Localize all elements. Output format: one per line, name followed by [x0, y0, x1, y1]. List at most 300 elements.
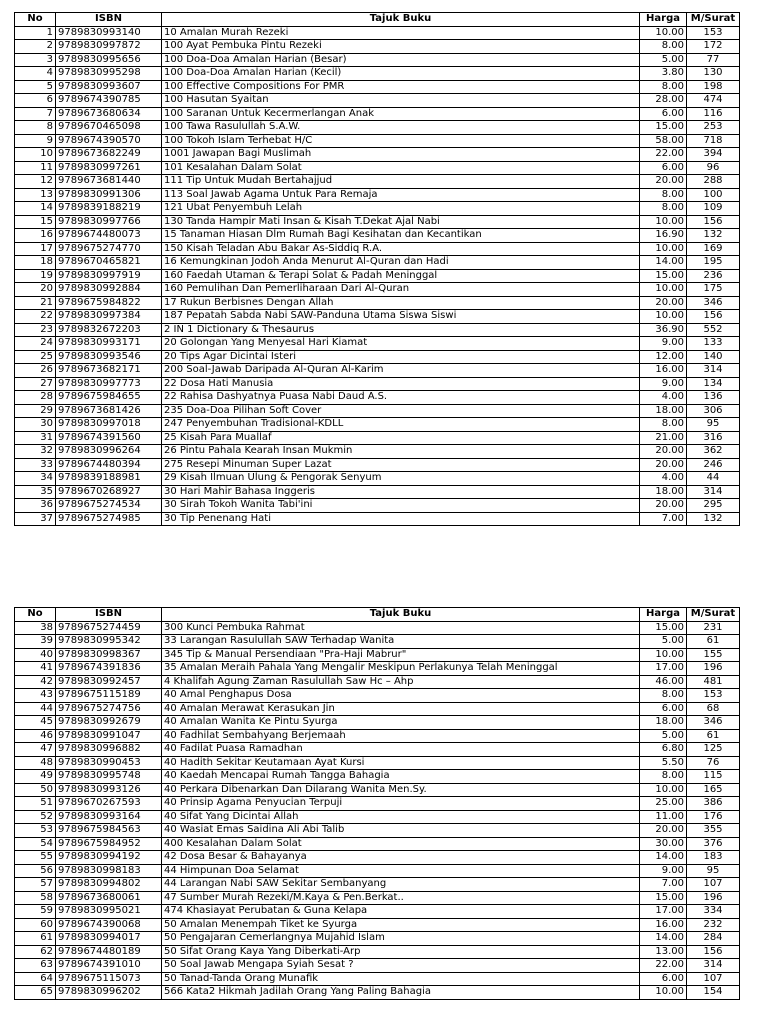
table-row [15, 905, 740, 919]
row-price: 10.00 [640, 310, 687, 324]
table-row [15, 472, 740, 486]
row-price: 12.00 [640, 350, 687, 364]
row-title: 50 Pengajaran Cemerlangnya Mujahid Islam [162, 932, 640, 946]
row-number: 12 [15, 175, 56, 189]
table-row [15, 418, 740, 432]
row-number: 18 [15, 256, 56, 270]
row-number: 64 [15, 972, 56, 986]
row-number: 44 [15, 702, 56, 716]
row-isbn: 9789830992884 [56, 283, 162, 297]
row-price: 17.00 [640, 905, 687, 919]
row-title: 35 Amalan Meraih Pahala Yang Mengalir Meskipun Perlakunya Telah Meninggal [162, 662, 640, 676]
table-row [15, 94, 740, 108]
row-price: 3.80 [640, 67, 687, 81]
row-title: 100 Hasutan Syaitan [162, 94, 640, 108]
row-isbn: 9789830997261 [56, 161, 162, 175]
row-isbn: 9789673682249 [56, 148, 162, 162]
row-isbn: 9789830995021 [56, 905, 162, 919]
row-number: 9 [15, 134, 56, 148]
row-number: 17 [15, 242, 56, 256]
row-price: 5.00 [640, 635, 687, 649]
row-isbn: 9789673682171 [56, 364, 162, 378]
row-price: 28.00 [640, 94, 687, 108]
row-number: 34 [15, 472, 56, 486]
row-pages: 100 [687, 188, 740, 202]
row-isbn: 9789830993140 [56, 26, 162, 40]
table-row [15, 296, 740, 310]
table-row [15, 959, 740, 973]
table-row [15, 891, 740, 905]
row-isbn: 9789830992457 [56, 675, 162, 689]
row-price: 8.00 [640, 80, 687, 94]
row-title: 22 Rahisa Dashyatnya Puasa Nabi Daud A.S. [162, 391, 640, 405]
row-isbn: 9789830993607 [56, 80, 162, 94]
row-isbn: 9789839188219 [56, 202, 162, 216]
table-row [15, 499, 740, 513]
row-price: 8.00 [640, 202, 687, 216]
row-pages: 195 [687, 256, 740, 270]
row-title: 100 Saranan Untuk Kecermerlangan Anak [162, 107, 640, 121]
row-title: 30 Tip Penenang Hati [162, 512, 640, 526]
row-title: 2 IN 1 Dictionary & Thesaurus [162, 323, 640, 337]
header-title: Tajuk Buku [162, 13, 640, 27]
row-number: 11 [15, 161, 56, 175]
row-title: 400 Kesalahan Dalam Solat [162, 837, 640, 851]
row-pages: 125 [687, 743, 740, 757]
row-pages: 552 [687, 323, 740, 337]
row-price: 8.00 [640, 188, 687, 202]
row-number: 8 [15, 121, 56, 135]
row-price: 15.00 [640, 621, 687, 635]
row-number: 25 [15, 350, 56, 364]
row-title: 44 Himpunan Doa Selamat [162, 864, 640, 878]
row-number: 20 [15, 283, 56, 297]
row-isbn: 9789830998183 [56, 864, 162, 878]
row-number: 21 [15, 296, 56, 310]
row-number: 53 [15, 824, 56, 838]
row-price: 22.00 [640, 959, 687, 973]
row-pages: 295 [687, 499, 740, 513]
row-isbn: 9789830996202 [56, 986, 162, 1000]
row-title: 47 Sumber Murah Rezeki/M.Kaya & Pen.Berkat.. [162, 891, 640, 905]
row-price: 15.00 [640, 891, 687, 905]
row-pages: 231 [687, 621, 740, 635]
row-number: 58 [15, 891, 56, 905]
row-pages: 183 [687, 851, 740, 865]
row-pages: 172 [687, 40, 740, 54]
table-body-2 [15, 621, 740, 999]
table-row [15, 26, 740, 40]
table-row [15, 918, 740, 932]
table-row [15, 80, 740, 94]
row-isbn: 9789675115189 [56, 689, 162, 703]
row-title: 100 Doa-Doa Amalan Harian (Kecil) [162, 67, 640, 81]
row-title: 160 Faedah Utaman & Terapi Solat & Padah Meninggal [162, 269, 640, 283]
row-number: 22 [15, 310, 56, 324]
row-isbn: 9789674391836 [56, 662, 162, 676]
row-pages: 132 [687, 229, 740, 243]
table-row [15, 675, 740, 689]
table-row [15, 662, 740, 676]
row-isbn: 9789830993164 [56, 810, 162, 824]
row-number: 31 [15, 431, 56, 445]
table-row [15, 323, 740, 337]
row-price: 8.00 [640, 418, 687, 432]
row-pages: 718 [687, 134, 740, 148]
header-price: Harga [640, 13, 687, 27]
row-price: 8.00 [640, 770, 687, 784]
row-isbn: 9789830991047 [56, 729, 162, 743]
table-row [15, 648, 740, 662]
table-row [15, 986, 740, 1000]
row-title: 101 Kesalahan Dalam Solat [162, 161, 640, 175]
row-number: 57 [15, 878, 56, 892]
table-row [15, 445, 740, 459]
table-row [15, 337, 740, 351]
row-pages: 316 [687, 431, 740, 445]
table-row [15, 716, 740, 730]
row-isbn: 9789670465098 [56, 121, 162, 135]
row-isbn: 9789830990453 [56, 756, 162, 770]
row-price: 9.00 [640, 337, 687, 351]
row-number: 51 [15, 797, 56, 811]
row-title: 40 Perkara Dibenarkan Dan Dilarang Wanita Men.Sy. [162, 783, 640, 797]
row-isbn: 9789830994802 [56, 878, 162, 892]
row-pages: 107 [687, 878, 740, 892]
row-title: 20 Golongan Yang Menyesal Hari Kiamat [162, 337, 640, 351]
row-title: 10 Amalan Murah Rezeki [162, 26, 640, 40]
row-title: 40 Amalan Merawat Kerasukan Jin [162, 702, 640, 716]
row-isbn: 9789675115073 [56, 972, 162, 986]
row-number: 48 [15, 756, 56, 770]
row-pages: 76 [687, 756, 740, 770]
table-row [15, 188, 740, 202]
row-price: 6.00 [640, 107, 687, 121]
row-pages: 130 [687, 67, 740, 81]
row-price: 18.00 [640, 404, 687, 418]
row-number: 65 [15, 986, 56, 1000]
table-row [15, 242, 740, 256]
row-title: 20 Tips Agar Dicintai Isteri [162, 350, 640, 364]
row-number: 6 [15, 94, 56, 108]
row-isbn: 9789674390068 [56, 918, 162, 932]
row-price: 16.00 [640, 364, 687, 378]
row-isbn: 9789675984563 [56, 824, 162, 838]
row-title: 345 Tip & Manual Persendiaan "Pra-Haji Mabrur" [162, 648, 640, 662]
row-number: 43 [15, 689, 56, 703]
table-row [15, 851, 740, 865]
row-pages: 196 [687, 891, 740, 905]
row-pages: 156 [687, 945, 740, 959]
row-price: 9.00 [640, 864, 687, 878]
row-price: 36.90 [640, 323, 687, 337]
row-pages: 140 [687, 350, 740, 364]
row-price: 46.00 [640, 675, 687, 689]
row-price: 6.00 [640, 972, 687, 986]
row-title: 200 Soal-Jawab Daripada Al-Quran Al-Karim [162, 364, 640, 378]
row-title: 22 Dosa Hati Manusia [162, 377, 640, 391]
table-row [15, 256, 740, 270]
row-pages: 134 [687, 377, 740, 391]
row-isbn: 9789830993171 [56, 337, 162, 351]
table-row [15, 350, 740, 364]
row-pages: 232 [687, 918, 740, 932]
row-title: 160 Pemulihan Dan Pemerliharaan Dari Al-Quran [162, 283, 640, 297]
row-number: 32 [15, 445, 56, 459]
row-number: 56 [15, 864, 56, 878]
row-title: 113 Soal Jawab Agama Untuk Para Remaja [162, 188, 640, 202]
row-number: 45 [15, 716, 56, 730]
row-price: 22.00 [640, 148, 687, 162]
row-title: 100 Ayat Pembuka Pintu Rezeki [162, 40, 640, 54]
row-price: 20.00 [640, 499, 687, 513]
table-row [15, 310, 740, 324]
row-pages: 133 [687, 337, 740, 351]
row-pages: 314 [687, 364, 740, 378]
row-number: 19 [15, 269, 56, 283]
row-pages: 165 [687, 783, 740, 797]
row-title: 26 Pintu Pahala Kearah Insan Mukmin [162, 445, 640, 459]
row-price: 20.00 [640, 824, 687, 838]
row-price: 10.00 [640, 26, 687, 40]
row-number: 52 [15, 810, 56, 824]
row-price: 5.00 [640, 729, 687, 743]
table-row [15, 797, 740, 811]
row-isbn: 9789675984822 [56, 296, 162, 310]
table-row [15, 864, 740, 878]
row-price: 14.00 [640, 932, 687, 946]
row-pages: 136 [687, 391, 740, 405]
row-pages: 306 [687, 404, 740, 418]
row-number: 37 [15, 512, 56, 526]
row-title: 40 Wasiat Emas Saidina Ali Abi Talib [162, 824, 640, 838]
row-isbn: 9789830998367 [56, 648, 162, 662]
row-isbn: 9789839188981 [56, 472, 162, 486]
table-row [15, 202, 740, 216]
row-price: 14.00 [640, 256, 687, 270]
row-price: 8.00 [640, 689, 687, 703]
table-row [15, 148, 740, 162]
row-pages: 355 [687, 824, 740, 838]
row-title: 50 Soal Jawab Mengapa Syiah Sesat ? [162, 959, 640, 973]
row-price: 58.00 [640, 134, 687, 148]
table-row [15, 161, 740, 175]
table-row [15, 635, 740, 649]
table-row [15, 391, 740, 405]
row-pages: 284 [687, 932, 740, 946]
row-isbn: 9789673681426 [56, 404, 162, 418]
table-row [15, 810, 740, 824]
row-price: 9.00 [640, 377, 687, 391]
row-pages: 481 [687, 675, 740, 689]
row-price: 20.00 [640, 175, 687, 189]
header-isbn: ISBN [56, 13, 162, 27]
row-isbn: 9789674480189 [56, 945, 162, 959]
row-number: 47 [15, 743, 56, 757]
row-isbn: 9789674390785 [56, 94, 162, 108]
table-row [15, 932, 740, 946]
row-title: 16 Kemungkinan Jodoh Anda Menurut Al-Quran dan Hadi [162, 256, 640, 270]
row-title: 121 Ubat Penyembuh Lelah [162, 202, 640, 216]
table-header-row [15, 13, 740, 27]
row-title: 100 Doa-Doa Amalan Harian (Besar) [162, 53, 640, 67]
row-pages: 77 [687, 53, 740, 67]
row-title: 40 Sifat Yang Dicintai Allah [162, 810, 640, 824]
row-isbn: 9789830994192 [56, 851, 162, 865]
row-price: 17.00 [640, 662, 687, 676]
row-title: 25 Kisah Para Muallaf [162, 431, 640, 445]
row-price: 18.00 [640, 485, 687, 499]
row-title: 100 Tokoh Islam Terhebat H/C [162, 134, 640, 148]
row-title: 235 Doa-Doa Pilihan Soft Cover [162, 404, 640, 418]
table-row [15, 702, 740, 716]
table-row [15, 121, 740, 135]
row-price: 4.00 [640, 391, 687, 405]
row-number: 46 [15, 729, 56, 743]
table-row [15, 40, 740, 54]
row-number: 42 [15, 675, 56, 689]
row-pages: 156 [687, 310, 740, 324]
row-isbn: 9789674390570 [56, 134, 162, 148]
row-pages: 153 [687, 689, 740, 703]
row-title: 40 Kaedah Mencapai Rumah Tangga Bahagia [162, 770, 640, 784]
table-row [15, 485, 740, 499]
row-pages: 132 [687, 512, 740, 526]
row-number: 2 [15, 40, 56, 54]
row-pages: 96 [687, 161, 740, 175]
table-row [15, 215, 740, 229]
row-number: 41 [15, 662, 56, 676]
table-row [15, 134, 740, 148]
header-pages: M/Surat [687, 608, 740, 622]
row-title: 33 Larangan Rasulullah SAW Terhadap Wanita [162, 635, 640, 649]
table-row [15, 729, 740, 743]
row-title: 566 Kata2 Hikmah Jadilah Orang Yang Paling Bahagia [162, 986, 640, 1000]
row-pages: 474 [687, 94, 740, 108]
row-number: 13 [15, 188, 56, 202]
row-pages: 156 [687, 215, 740, 229]
row-number: 33 [15, 458, 56, 472]
row-number: 16 [15, 229, 56, 243]
row-isbn: 9789830995342 [56, 635, 162, 649]
row-pages: 116 [687, 107, 740, 121]
table-row [15, 743, 740, 757]
row-price: 6.00 [640, 161, 687, 175]
row-isbn: 9789830996264 [56, 445, 162, 459]
row-title: 40 Amal Penghapus Dosa [162, 689, 640, 703]
table-row [15, 945, 740, 959]
table-row [15, 621, 740, 635]
row-isbn: 9789830995656 [56, 53, 162, 67]
row-price: 16.00 [640, 918, 687, 932]
row-number: 59 [15, 905, 56, 919]
row-title: 275 Resepi Minuman Super Lazat [162, 458, 640, 472]
row-title: 100 Tawa Rasulullah S.A.W. [162, 121, 640, 135]
table-row [15, 107, 740, 121]
row-pages: 236 [687, 269, 740, 283]
row-title: 40 Fadilat Puasa Ramadhan [162, 743, 640, 757]
row-number: 49 [15, 770, 56, 784]
row-price: 10.00 [640, 648, 687, 662]
row-pages: 196 [687, 662, 740, 676]
row-number: 50 [15, 783, 56, 797]
row-price: 20.00 [640, 445, 687, 459]
row-price: 7.00 [640, 878, 687, 892]
row-isbn: 9789830997872 [56, 40, 162, 54]
row-number: 55 [15, 851, 56, 865]
row-number: 7 [15, 107, 56, 121]
row-pages: 253 [687, 121, 740, 135]
row-title: 29 Kisah Ilmuan Ulung & Pengorak Senyum [162, 472, 640, 486]
row-title: 30 Hari Mahir Bahasa Inggeris [162, 485, 640, 499]
book-table-1 [14, 12, 740, 526]
row-number: 4 [15, 67, 56, 81]
row-number: 35 [15, 485, 56, 499]
row-number: 62 [15, 945, 56, 959]
row-isbn: 9789670465821 [56, 256, 162, 270]
row-title: 111 Tip Untuk Mudah Bertahajjud [162, 175, 640, 189]
table-row [15, 67, 740, 81]
row-pages: 314 [687, 959, 740, 973]
table-row [15, 175, 740, 189]
row-number: 29 [15, 404, 56, 418]
row-pages: 346 [687, 716, 740, 730]
row-number: 54 [15, 837, 56, 851]
row-number: 63 [15, 959, 56, 973]
header-no: No [15, 13, 56, 27]
table-row [15, 756, 740, 770]
row-price: 6.00 [640, 702, 687, 716]
table-header-row [15, 608, 740, 622]
row-isbn: 9789674391010 [56, 959, 162, 973]
header-title: Tajuk Buku [162, 608, 640, 622]
row-price: 20.00 [640, 458, 687, 472]
row-price: 8.00 [640, 40, 687, 54]
row-pages: 394 [687, 148, 740, 162]
row-pages: 175 [687, 283, 740, 297]
row-isbn: 9789674480073 [56, 229, 162, 243]
table-row [15, 972, 740, 986]
row-pages: 155 [687, 648, 740, 662]
row-isbn: 9789675274534 [56, 499, 162, 513]
row-isbn: 9789830997766 [56, 215, 162, 229]
row-isbn: 9789830995298 [56, 67, 162, 81]
row-pages: 153 [687, 26, 740, 40]
row-pages: 314 [687, 485, 740, 499]
row-isbn: 9789832672203 [56, 323, 162, 337]
row-pages: 154 [687, 986, 740, 1000]
row-number: 3 [15, 53, 56, 67]
row-number: 27 [15, 377, 56, 391]
row-number: 36 [15, 499, 56, 513]
row-pages: 176 [687, 810, 740, 824]
table-row [15, 364, 740, 378]
row-number: 26 [15, 364, 56, 378]
row-title: 187 Pepatah Sabda Nabi SAW-Panduna Utama Siswa Siswi [162, 310, 640, 324]
table-row [15, 431, 740, 445]
row-title: 40 Fadhilat Sembahyang Berjemaah [162, 729, 640, 743]
table-row [15, 512, 740, 526]
header-pages: M/Surat [687, 13, 740, 27]
row-price: 15.00 [640, 121, 687, 135]
row-pages: 376 [687, 837, 740, 851]
row-pages: 346 [687, 296, 740, 310]
row-title: 40 Prinsip Agama Penyucian Terpuji [162, 797, 640, 811]
row-isbn: 9789674480394 [56, 458, 162, 472]
row-price: 16.90 [640, 229, 687, 243]
row-pages: 68 [687, 702, 740, 716]
row-title: 474 Khasiayat Perubatan & Guna Kelapa [162, 905, 640, 919]
